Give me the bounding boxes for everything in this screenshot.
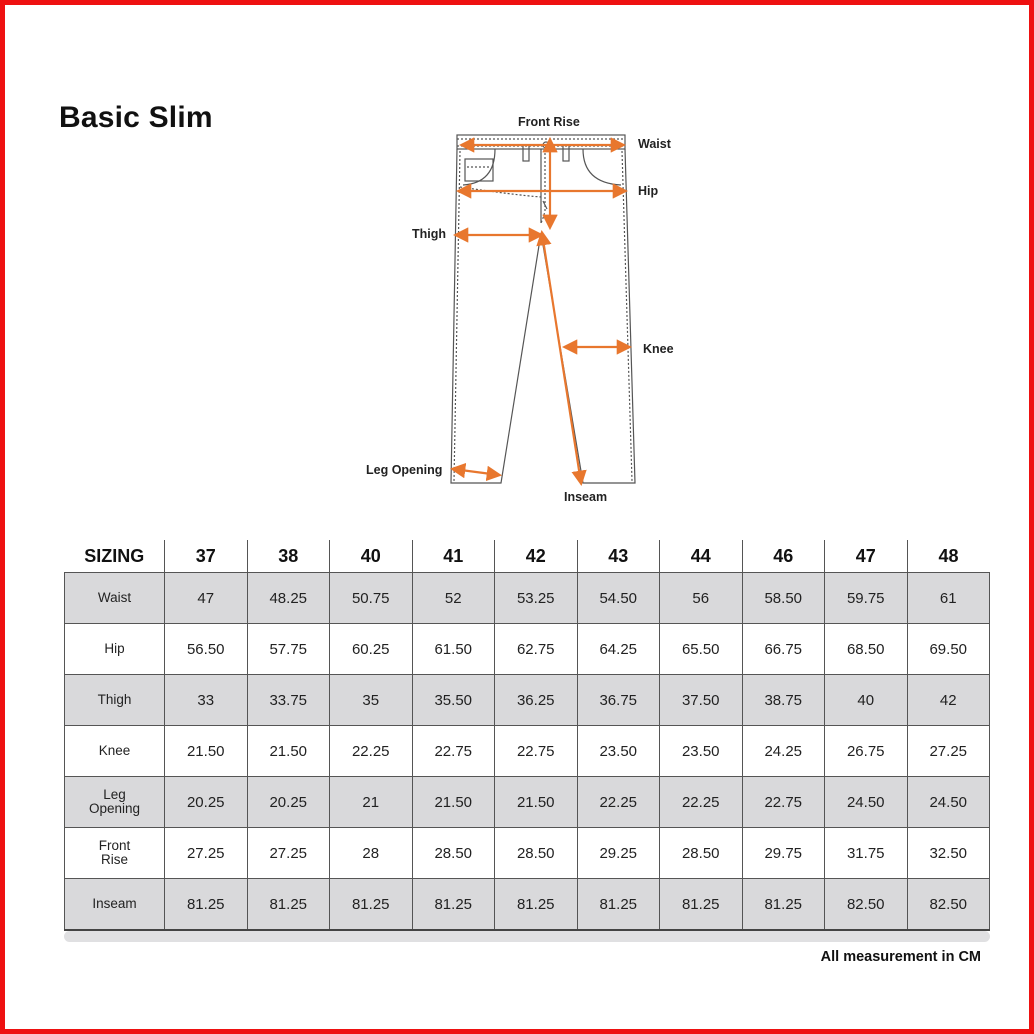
table-cell: 57.75 xyxy=(247,624,330,675)
row-label xyxy=(65,624,165,675)
row-label xyxy=(65,573,165,624)
table-cell: 54.50 xyxy=(577,573,660,624)
table-row xyxy=(65,675,990,726)
table-cell: 81.25 xyxy=(577,879,660,931)
size-header-cell: 37 xyxy=(165,540,248,573)
table-cell: 81.25 xyxy=(330,879,413,931)
row-label-text: Thigh xyxy=(97,692,132,707)
table-cell: 47 xyxy=(165,573,248,624)
leg-opening-arrow xyxy=(453,469,499,475)
table-cell: 42 xyxy=(907,675,990,726)
table-cell: 20.25 xyxy=(247,777,330,828)
table-cell: 35 xyxy=(330,675,413,726)
table-cell: 31.75 xyxy=(825,828,908,879)
size-header-cell: 43 xyxy=(577,540,660,573)
table-cell: 60.25 xyxy=(330,624,413,675)
table-row xyxy=(65,828,990,879)
size-chart-table xyxy=(64,540,990,931)
table-cell: 61 xyxy=(907,573,990,624)
row-label xyxy=(65,879,165,931)
table-cell: 20.25 xyxy=(165,777,248,828)
table-cell: 24.25 xyxy=(742,726,825,777)
size-header-cell: 48 xyxy=(907,540,990,573)
table-cell: 61.50 xyxy=(412,624,495,675)
size-header-cell: 44 xyxy=(660,540,743,573)
table-cell: 81.25 xyxy=(660,879,743,931)
table-cell: 52 xyxy=(412,573,495,624)
table-cell: 32.50 xyxy=(907,828,990,879)
table-cell: 24.50 xyxy=(825,777,908,828)
table-cell: 65.50 xyxy=(660,624,743,675)
row-label xyxy=(65,726,165,777)
table-cell: 56.50 xyxy=(165,624,248,675)
table-cell: 21.50 xyxy=(165,726,248,777)
table-cell: 36.75 xyxy=(577,675,660,726)
thigh-label: Thigh xyxy=(412,227,447,241)
size-header-row xyxy=(65,540,990,573)
size-header-cell: 38 xyxy=(247,540,330,573)
table-cell: 22.75 xyxy=(495,726,578,777)
table-row xyxy=(65,573,990,624)
table-cell: 29.75 xyxy=(742,828,825,879)
table-cell: 58.50 xyxy=(742,573,825,624)
table-cell: 81.25 xyxy=(742,879,825,931)
table-cell: 81.25 xyxy=(247,879,330,931)
row-label-text: Inseam xyxy=(92,896,137,911)
table-cell: 36.25 xyxy=(495,675,578,726)
row-label-text: Knee xyxy=(98,743,131,758)
table-cell: 40 xyxy=(825,675,908,726)
inseam-label: Inseam xyxy=(564,490,608,504)
table-cell: 27.25 xyxy=(247,828,330,879)
table-cell: 28.50 xyxy=(660,828,743,879)
row-label-text: Leg xyxy=(103,787,126,802)
table-cell: 56 xyxy=(660,573,743,624)
table-row xyxy=(65,879,990,931)
table-cell: 22.25 xyxy=(577,777,660,828)
table-cell: 21.50 xyxy=(495,777,578,828)
measurement-arrows xyxy=(453,140,629,483)
table-cell: 27.25 xyxy=(165,828,248,879)
table-cell: 81.25 xyxy=(412,879,495,931)
table-cell: 82.50 xyxy=(907,879,990,931)
table-cell: 22.75 xyxy=(412,726,495,777)
pants-outline xyxy=(451,135,635,483)
size-header-cell: 42 xyxy=(495,540,578,573)
row-label xyxy=(65,675,165,726)
table-cell: 68.50 xyxy=(825,624,908,675)
table-cell: 28 xyxy=(330,828,413,879)
table-cell: 81.25 xyxy=(165,879,248,931)
table-cell: 82.50 xyxy=(825,879,908,931)
hip-label: Hip xyxy=(638,184,659,198)
table-row xyxy=(65,624,990,675)
table-cell: 66.75 xyxy=(742,624,825,675)
table-cell: 33 xyxy=(165,675,248,726)
size-header-cell: 47 xyxy=(825,540,908,573)
row-label-text: Rise xyxy=(100,852,128,867)
table-cell: 21 xyxy=(330,777,413,828)
table-cell: 35.50 xyxy=(412,675,495,726)
table-cell: 64.25 xyxy=(577,624,660,675)
measurement-unit-note: All measurement in CM xyxy=(820,949,981,965)
table-cell: 26.75 xyxy=(825,726,908,777)
row-label-text: Front xyxy=(98,838,131,853)
table-cell: 62.75 xyxy=(495,624,578,675)
table-cell: 22.25 xyxy=(660,777,743,828)
page-title: Basic Slim xyxy=(59,101,213,134)
table-cell: 28.50 xyxy=(412,828,495,879)
table-cell: 38.75 xyxy=(742,675,825,726)
size-header-cell: 41 xyxy=(412,540,495,573)
jeans-measurement-diagram xyxy=(345,105,705,515)
table-cell: 59.75 xyxy=(825,573,908,624)
table-cell: 33.75 xyxy=(247,675,330,726)
table-cell: 81.25 xyxy=(495,879,578,931)
table-cell: 28.50 xyxy=(495,828,578,879)
table-cell: 21.50 xyxy=(412,777,495,828)
front-rise-label: Front Rise xyxy=(518,115,580,129)
table-cell: 23.50 xyxy=(660,726,743,777)
sizing-header: SIZING xyxy=(65,540,165,573)
table-cell: 37.50 xyxy=(660,675,743,726)
table-cell: 29.25 xyxy=(577,828,660,879)
table-cell: 48.25 xyxy=(247,573,330,624)
table-cell: 24.50 xyxy=(907,777,990,828)
size-header-cell: 46 xyxy=(742,540,825,573)
size-table-body xyxy=(65,573,990,931)
size-header-cell: 40 xyxy=(330,540,413,573)
waist-label: Waist xyxy=(638,137,671,151)
table-cell: 69.50 xyxy=(907,624,990,675)
leg-opening-label: Leg Opening xyxy=(366,463,443,477)
table-cell: 50.75 xyxy=(330,573,413,624)
table-cell: 22.75 xyxy=(742,777,825,828)
table-row xyxy=(65,726,990,777)
inseam-arrow xyxy=(542,233,581,483)
table-cell: 53.25 xyxy=(495,573,578,624)
table-cell: 22.25 xyxy=(330,726,413,777)
knee-label: Knee xyxy=(643,342,674,356)
row-label-text: Waist xyxy=(97,590,132,605)
table-cell: 21.50 xyxy=(247,726,330,777)
table-row xyxy=(65,777,990,828)
row-label xyxy=(65,828,165,879)
table-cell: 27.25 xyxy=(907,726,990,777)
row-label xyxy=(65,777,165,828)
row-label-text: Opening xyxy=(88,801,141,816)
table-cell: 23.50 xyxy=(577,726,660,777)
horizontal-scrollbar[interactable] xyxy=(64,931,990,942)
row-label-text: Hip xyxy=(104,641,125,656)
